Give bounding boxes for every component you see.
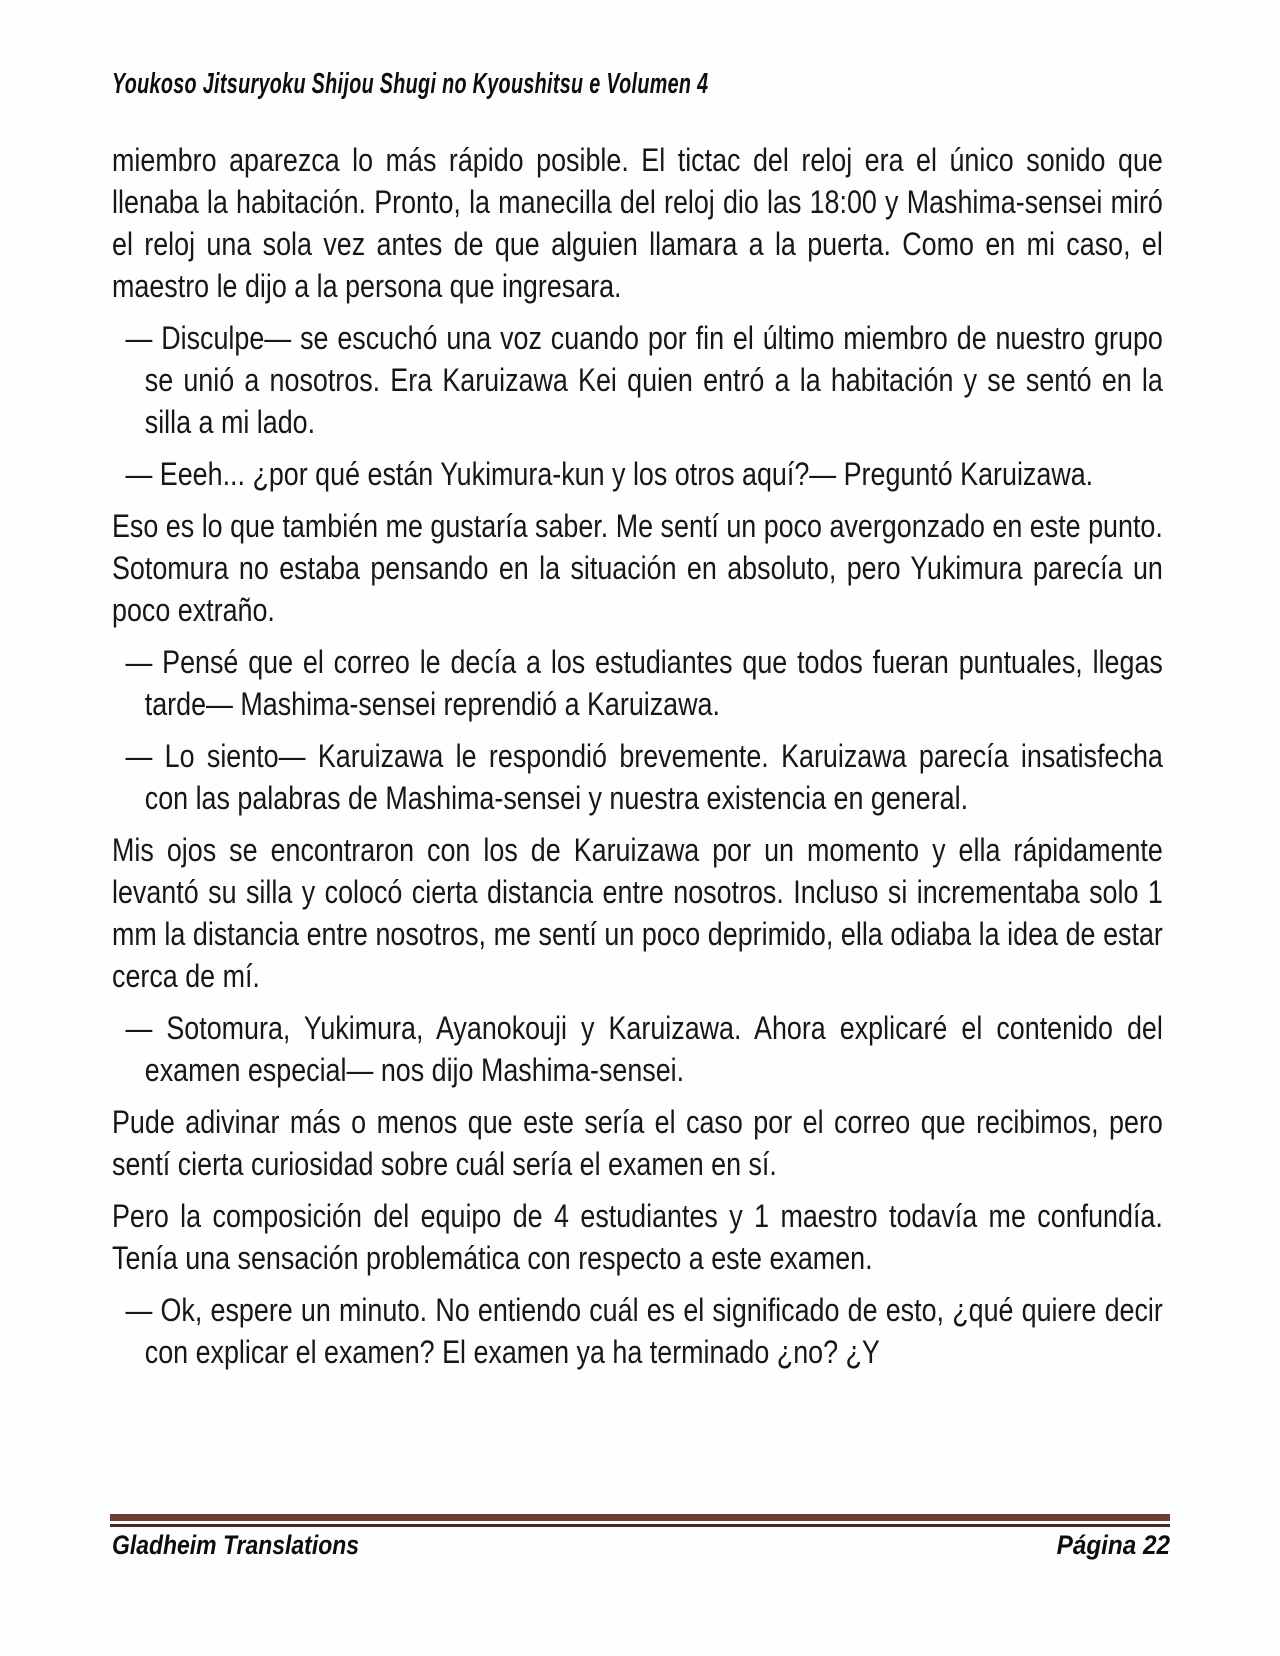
dialogue-paragraph: — Disculpe— se escuchó una voz cuando por fin el último miembro de nuestro grupo se unió a nosotros. Era Karuizawa Kei quien entró a la habitación y se sentó en la silla a mi lado.: [125, 320, 1163, 440]
translator-credit: Gladheim Translations: [112, 1530, 360, 1560]
paragraph: miembro aparezca lo más rápido posible. El tictac del reloj era el único sonido que llenaba la habitación. Pronto, la manecilla del reloj dio las 18:00 y Mashima-sensei miró el reloj una sola vez antes de que alguien llamara a la puerta. Como en mi caso, el maestro le dijo a la persona que ingresara.: [112, 142, 1163, 304]
paragraph: Pude adivinar más o menos que este sería el caso por el correo que recibimos, pero sentí cierta curiosidad sobre cuál sería el examen en sí.: [112, 1104, 1163, 1182]
paragraph: Mis ojos se encontraron con los de Karuizawa por un momento y ella rápidamente levantó su silla y colocó cierta distancia entre nosotros. Incluso si incrementaba solo 1 mm la distancia entre nosotros, me sentí un poco deprimido, ella odiaba la idea de estar cerca de mí.: [112, 832, 1163, 994]
page-header: [112, 68, 989, 101]
paragraph: Pero la composición del equipo de 4 estudiantes y 1 maestro todavía me confundía. Tenía una sensación problemática con respecto a este examen.: [112, 1198, 1163, 1276]
footer-rule-thin: [110, 1524, 1170, 1527]
dialogue-paragraph: — Lo siento— Karuizawa le respondió brevemente. Karuizawa parecía insatisfecha con las palabras de Mashima-sensei y nuestra existencia en general.: [125, 738, 1163, 816]
footer-left: [112, 1530, 403, 1561]
dialogue-paragraph: — Pensé que el correo le decía a los estudiantes que todos fueran puntuales, llegas tarde— Mashima-sensei reprendió a Karuizawa.: [125, 644, 1163, 722]
dialogue-paragraph: — Ok, espere un minuto. No entiendo cuál es el significado de esto, ¿qué quiere decir con explicar el examen? El examen ya ha terminado ¿no? ¿Y: [125, 1292, 1163, 1370]
dialogue-paragraph: — Eeeh... ¿por qué están Yukimura-kun y los otros aquí?— Preguntó Karuizawa.: [125, 456, 1094, 492]
page-number: Página 22: [1056, 1530, 1170, 1560]
book-title: Youkoso Jitsuryoku Shijou Shugi no Kyoushitsu e Volumen 4: [112, 68, 709, 100]
footer-rule-thick: [110, 1514, 1170, 1521]
paragraph: Eso es lo que también me gustaría saber. Me sentí un poco avergonzado en este punto. Sotomura no estaba pensando en la situación en absoluto, pero Yukimura parecía un poco extraño.: [112, 508, 1163, 628]
footer-right: [1044, 1530, 1170, 1561]
dialogue-paragraph: — Sotomura, Yukimura, Ayanokouji y Karuizawa. Ahora explicaré el contenido del examen especial— nos dijo Mashima-sensei.: [125, 1010, 1163, 1088]
page-body: [112, 139, 1163, 1383]
